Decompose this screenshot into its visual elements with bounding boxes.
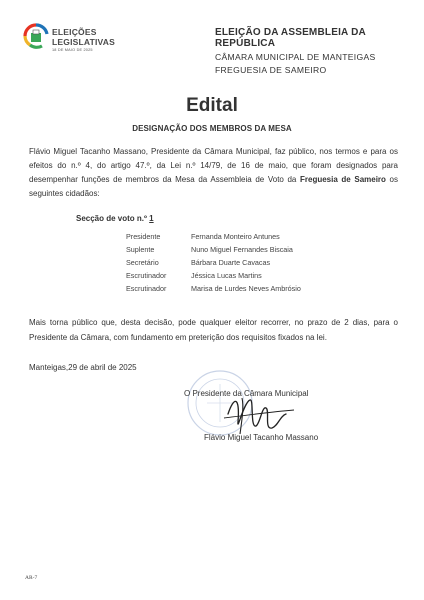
- member-name: Nuno Miguel Fernandes Biscaia: [191, 245, 293, 254]
- logo-line-1: ELEIÇÕES: [52, 27, 97, 37]
- page-title: Edital: [186, 95, 238, 116]
- ballot-logo-icon: [22, 22, 50, 52]
- logo-line-3: 18 DE MAIO DE 2025: [52, 48, 93, 52]
- member-role: Escrutinador: [126, 284, 167, 293]
- signature-role: O Presidente da Câmara Municipal: [184, 389, 309, 398]
- members-list: [126, 230, 366, 295]
- intro-paragraph: [29, 145, 398, 201]
- member-role: Suplente: [126, 245, 155, 254]
- header-title: ELEIÇÃO DA ASSEMBLEIA DA REPÚBLICA: [215, 27, 366, 49]
- member-role: Escrutinador: [126, 271, 167, 280]
- logo-line-2: LEGISLATIVAS: [52, 37, 116, 47]
- header-line-1: CÂMARA MUNICIPAL DE MANTEIGAS: [215, 52, 376, 62]
- intro-text-2: os seguintes cidadãos:: [29, 175, 398, 198]
- member-name: Marisa de Lurdes Neves Ambrósio: [191, 284, 301, 293]
- member-name: Fernanda Monteiro Antunes: [191, 232, 280, 241]
- header-line-2: FREGUESIA DE SAMEIRO: [215, 65, 327, 75]
- section-heading: [76, 214, 154, 223]
- notice-paragraph: Mais torna público que, desta decisão, pode qualquer eleitor recorrer, no prazo de 2 dias, para o Presidente da Câmara, com fundamento em preterição dos requisitos fixados na lei.: [29, 318, 398, 342]
- election-logo: [22, 20, 116, 64]
- place-date: Manteigas,29 de abril de 2025: [29, 363, 137, 372]
- intro-parish: Freguesia de Sameiro: [300, 175, 386, 184]
- member-row: [126, 230, 366, 243]
- signature-name: Flávio Miguel Tacanho Massano: [204, 433, 319, 442]
- page-subtitle: DESIGNAÇÃO DOS MEMBROS DA MESA: [132, 124, 292, 133]
- handwritten-signature: [220, 392, 300, 438]
- member-role: Secretário: [126, 258, 159, 267]
- intro-text-1: Flávio Miguel Tacanho Massano, Presidente da Câmara Municipal, faz público, nos termos e para os efeitos do n.º 4, do artigo 47.º, da Lei n.º 14/79, de 16 de maio, que foram designados para desempenhar funções de membros da Mesa da Assembleia de Voto da: [29, 147, 398, 184]
- member-role: Presidente: [126, 232, 161, 241]
- member-row: [126, 269, 366, 282]
- member-row: [126, 243, 366, 256]
- member-name: Jéssica Lucas Martins: [191, 271, 262, 280]
- member-name: Bárbara Duarte Cavacas: [191, 258, 271, 267]
- section-number: 1: [149, 214, 154, 223]
- document-reference: AR-7: [25, 575, 38, 581]
- document-header: [215, 27, 415, 75]
- member-row: [126, 256, 366, 269]
- member-row: [126, 282, 366, 295]
- section-label: Secção de voto n.º: [76, 214, 150, 223]
